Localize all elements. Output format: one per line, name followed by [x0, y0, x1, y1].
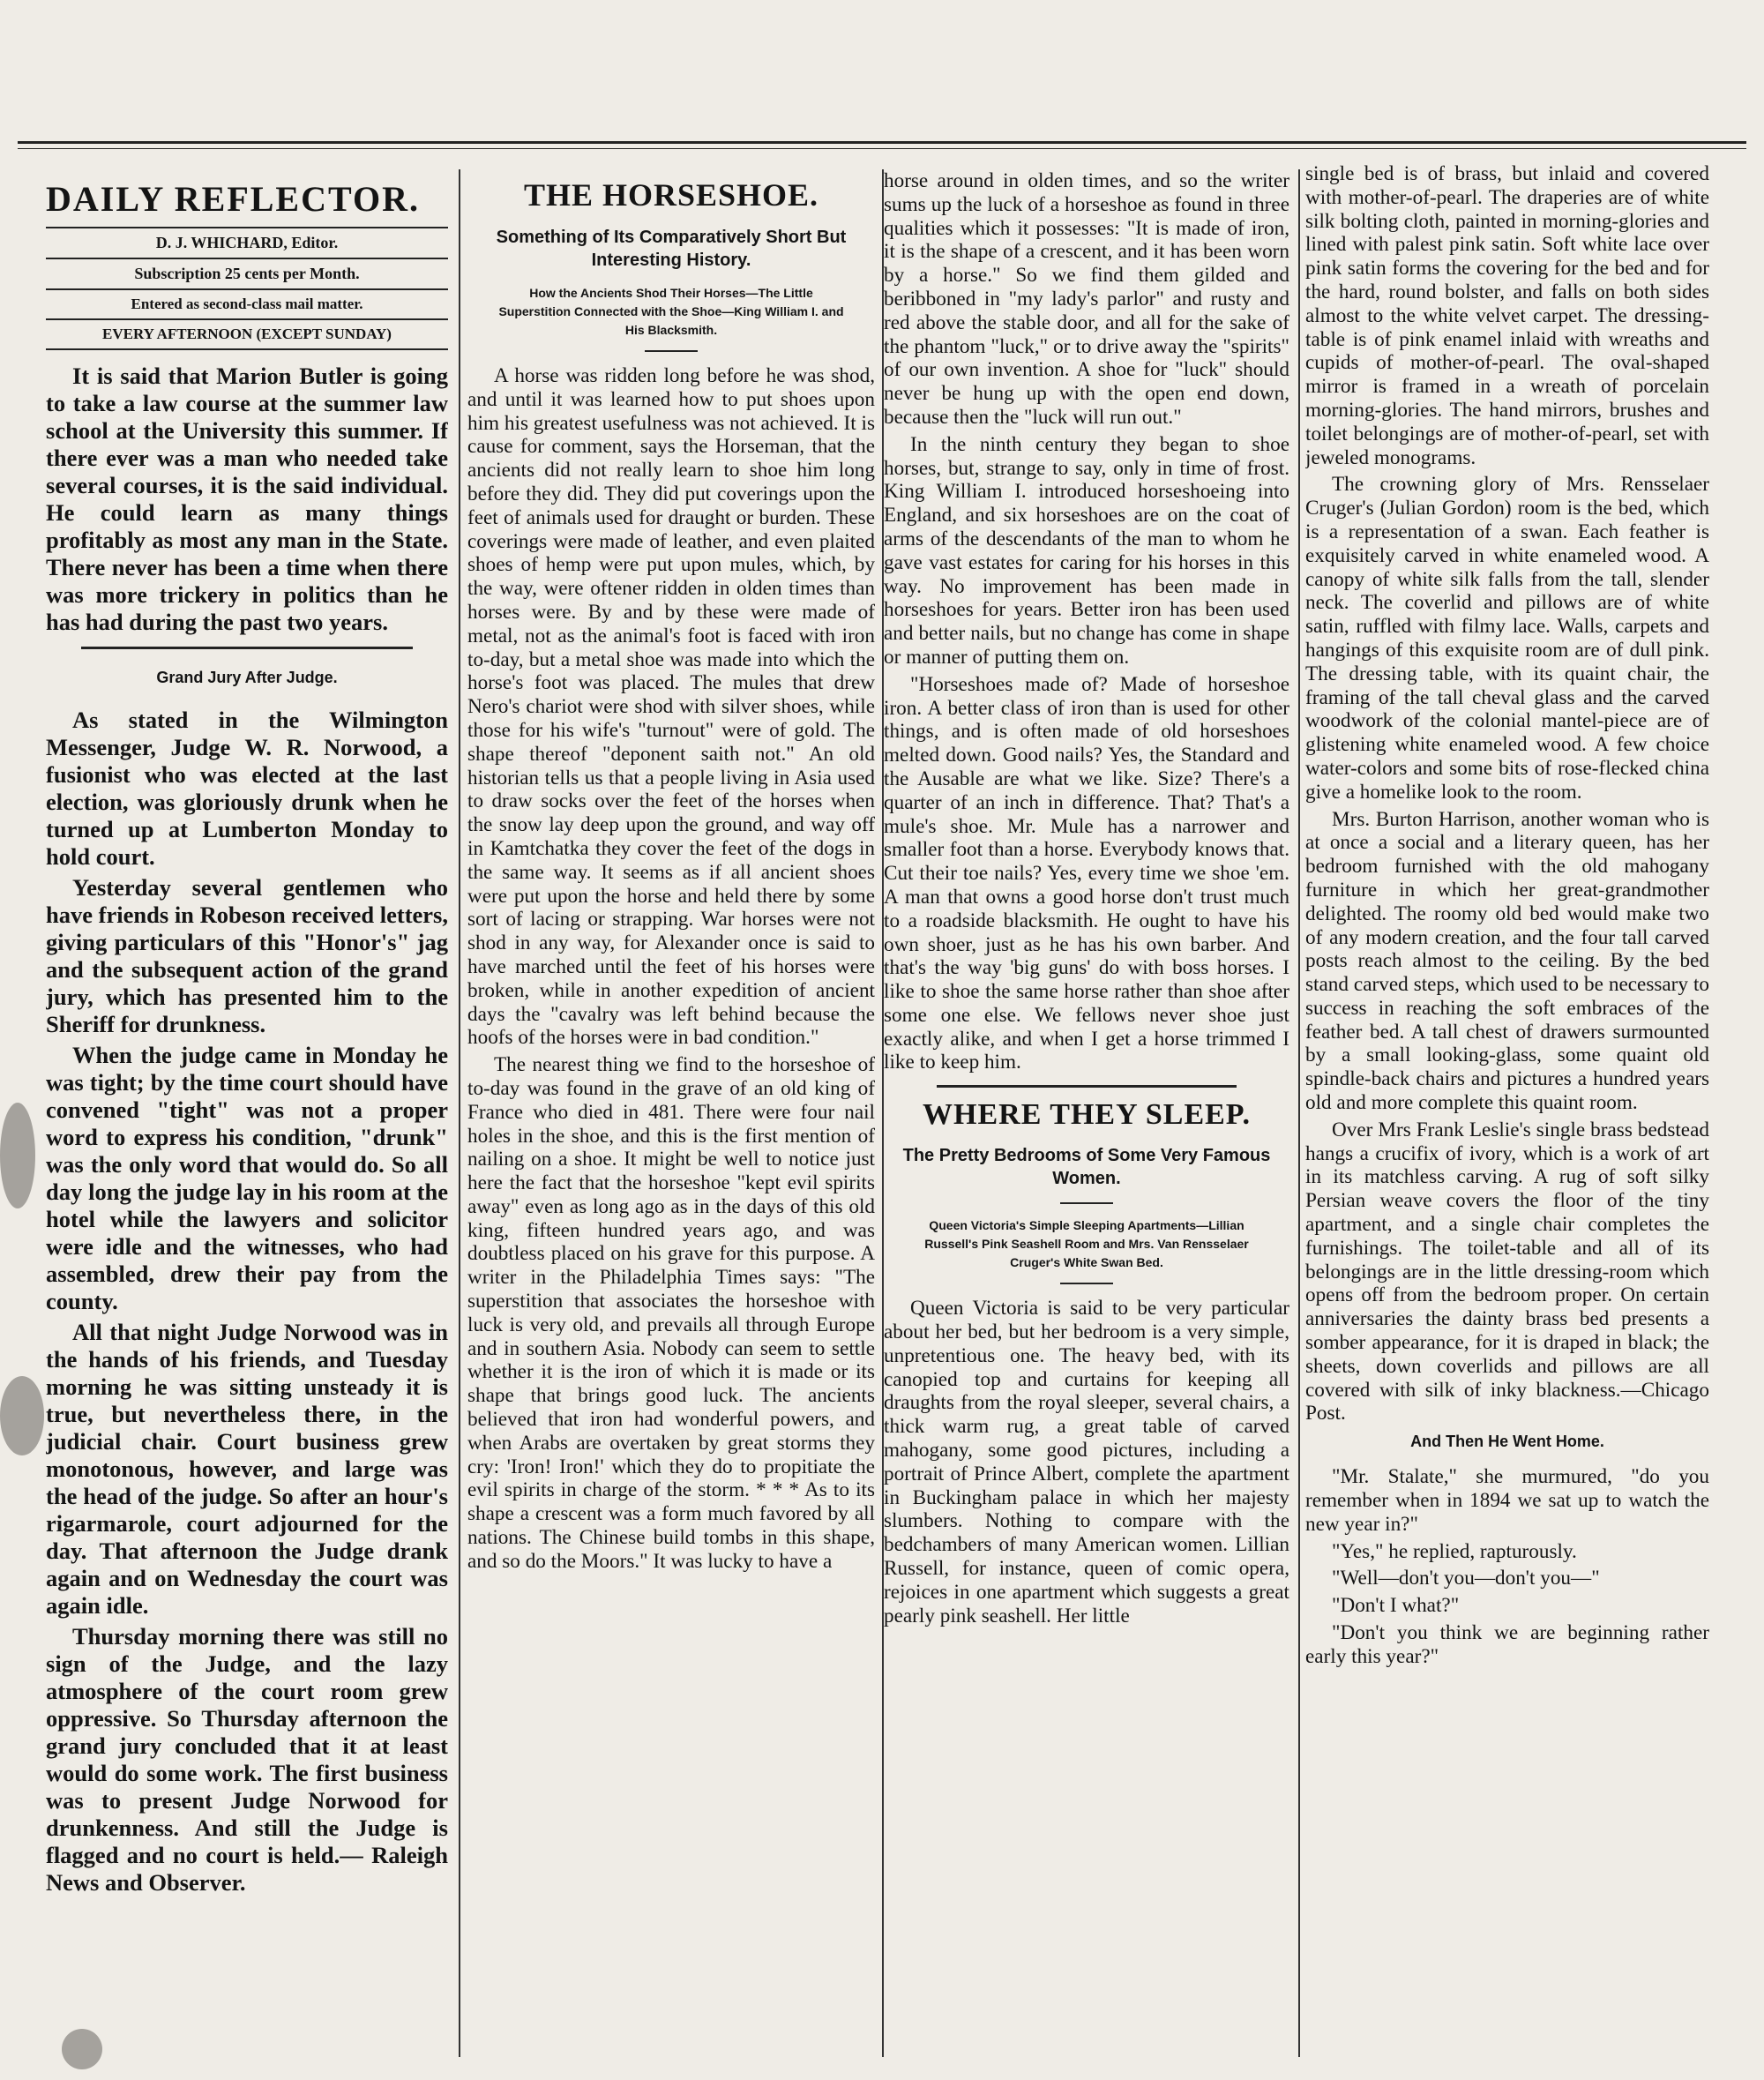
- horseshoe-subtitle: Something of Its Comparatively Short But Interesting History.: [496, 228, 847, 270]
- column-1: [46, 169, 448, 2066]
- where-they-sleep-title: WHERE THEY SLEEP.: [923, 1098, 1251, 1132]
- masthead-entered: Entered as second-class mail matter.: [46, 288, 448, 318]
- dialog-line: "Well—don't you—don't you—": [1332, 1567, 1600, 1590]
- article-paragraph: single bed is of brass, but inlaid and covered with mother-of-pearl. The draperies are of white silk bolting cloth, painted in morning-glories and lined with palest pink satin. Soft white lace over pink satin forms the covering for the bed and for the hard, round bolster, and falls on both sides almost to the white velvet carpet. The dressing-table is of pink enamel inlaid with wreaths and cupids of mother-of-pearl. The oval-shaped mirror is framed in a wreath of porcelain morning-glories. The hand mirrors, brushes and toilet belongings are of mother-of-pearl, set with jeweled monograms.: [1305, 162, 1709, 469]
- grand-jury-heading: Grand Jury After Judge.: [156, 669, 338, 686]
- top-rule-thin: [18, 148, 1746, 149]
- ink-smudge: [0, 1103, 35, 1208]
- ink-smudge: [0, 1376, 44, 1455]
- column-divider: [459, 169, 460, 2057]
- column-4: [1305, 162, 1709, 2059]
- article-paragraph: As stated in the Wilmington Messenger, Judge W. R. Norwood, a fusionist who was elected at the last election, was gloriously drunk when he turned up at Lumberton Monday to hold court.: [46, 707, 448, 870]
- article-paragraph: Thursday morning there was still no sign of the Judge, and the lazy atmosphere of the court room grew oppressive. So Thursday afternoon the grand jury concluded that it at least would do some work. The first business was to present Judge Norwood for drunkenness. And still the Judge is flagged and no court is held.— Raleigh News and Observer.: [46, 1623, 448, 1896]
- dialog-line: "Yes," he replied, rapturously.: [1332, 1539, 1577, 1563]
- masthead-editor: D. J. WHICHARD, Editor.: [46, 227, 448, 258]
- article-paragraph: A horse was ridden long before he was shod, and until it was learned how to put shoes upon him his greatest usefulness was not achieved. It is cause for comment, says the Horseman, that the ancients did not really learn to shoe him long before they did. They did put coverings upon the feet of animals used for draught or burden. These coverings were made of leather, and even plaited shoes of hemp were put upon mules, which, by the way, were oftener ridden in olden times than horses were. By and by these were made of metal, not as the animal's foot is faced with iron to-day, but a metal shoe was made into which the horse's foot was placed. The mules that drew Nero's chariot were shod with silver shoes, while those for his wife's "turnout" were of gold. The shape thereof "deponent saith not." An old historian tells us that a people living in Asia used to draw socks over the feet of the horses when the snow lay deep upon the ground, and way off in Kamtchatka they cover the feet of the dogs in the same way. It seems as if all ancient shoes were put upon the horse and held there by some sort of lacing or strapping. War horses were not shod in any way, for Alexander once is said to have marched until the feet of his horses were broken, while in another expedition of ancient days the "cavalry was left behind because the hoofs of the horses were in bad condition.": [467, 364, 875, 1050]
- article-paragraph: The crowning glory of Mrs. Rensselaer Cruger's (Julian Gordon) room is the bed, which is a representation of a swan. Each feather is exquisitely carved in white enameled wood. A canopy of white silk falls from the tall, slender neck. The coverlid and pillows are of white satin, ruffled with filmy lace. Walls, carpets and hangings of this exquisite room are of dull pink. The dressing table, with its quaint chair, the framing of the tall cheval glass and the carved woodwork of the colonial mantel-piece are of glistening white enameled wood. A few choice water-colors and some bits of rose-flecked china give a homelike look to the room.: [1305, 473, 1709, 804]
- article-paragraph: Queen Victoria is said to be very particular about her bed, but her bedroom is a very simple, unpretentious one. The heavy bed, with its canopied top and curtains for keeping all draughts from the royal sleeper, several chairs, a thick warm rug, a great table of carved mahogany, some good pictures, including a portrait of Prince Albert, complete the apartment in Buckingham palace in which her majesty slumbers. Nothing to compare with the bedchambers of many American women. Lillian Russell, for instance, queen of comic opera, rejoices in one apartment which suggests a great pearly pink seashell. Her little: [884, 1297, 1289, 1627]
- top-rule: [18, 141, 1746, 144]
- dialog-line: "Don't I what?": [1332, 1594, 1460, 1618]
- where-they-sleep-deck: Queen Victoria's Simple Sleeping Apartments—Lillian Russell's Pink Seashell Room and Mrs. Van Rensselaer Cruger's White Swan Bed.: [924, 1218, 1249, 1270]
- article-paragraph: Mrs. Burton Harrison, another woman who is at once a social and a literary queen, has her bedroom furnished with the old mahogany furniture in which her great-grandmother delighted. The roomy old bed would make two of any modern creation, and the four tall carved posts reach almost to the ceiling. By the bed stand carved steps, which used to be necessary to success in reaching the soft embraces of the feather bed. A tall chest of drawers surmounted by a small looking-glass, some quaint old spindle-back chairs and pictures a hundred years old and more complete this quaint room.: [1305, 807, 1709, 1115]
- section-rule: [937, 1085, 1237, 1088]
- masthead-subscription: Subscription 25 cents per Month.: [46, 258, 448, 288]
- article-paragraph: All that night Judge Norwood was in the hands of his friends, and Tuesday morning he was sitting unsteady it is true, but nevertheless there, in the judicial chair. Court business grew monotonous, however, and large was the head of the judge. So after an hour's rigarmarole, court adjourned for the day. That afternoon the Judge drank again and on Wednesday the court was again idle.: [46, 1319, 448, 1619]
- column-2: [467, 169, 875, 2066]
- masthead-schedule: EVERY AFTERNOON (EXCEPT SUNDAY): [46, 318, 448, 350]
- article-paragraph: horse around in olden times, and so the writer sums up the luck of a horseshoe as found in three qualities which it possesses: "It is made of iron, it is the shape of a crescent, and it has been worn by a horse." So we find them gilded and beribboned in "my lady's parlor" and rusty and red above the stable door, and all for the sake of the phantom "luck," or to drive away the "spirits" of our own invention. A shoe for "luck" should never be hung up with the open end down, because then the "luck will run out.": [884, 169, 1289, 429]
- article-paragraph: "Horseshoes made of? Made of horseshoe iron. A better class of iron than is used for other things, and is often made of old horseshoes melted down. Good nails? Yes, the Standard and the Ausable are what we like. Size? There's a quarter of an inch in difference. That? That's a mule's shoe. Mr. Mule has a narrower and smaller foot than a horse. Everybody knows that. Cut their toe nails? Yes, every time we shoe 'em. A man that owns a good horse don't trust much to a roadside blacksmith. He ought to have his own shoer, just as he has his own barber. And that's the way 'big guns' do with boss horses. I like to shoe the same horse rather than shoe after some one else. We fellows never shoe just exactly alike, and when I get a horse trimmed I like to keep him.: [884, 672, 1289, 1074]
- went-home-heading: And Then He Went Home.: [1410, 1433, 1604, 1451]
- dialog-line: "Don't you think we are beginning rather early this year?": [1305, 1621, 1709, 1668]
- masthead-title: DAILY REFLECTOR.: [46, 179, 420, 219]
- lead-paragraph: It is said that Marion Butler is going to take a law course at the summer law school at the University this summer. If there ever was a man who needed take several courses, it is the said individual. He could learn as many things profitably as most any man in the State. There never has been a time when there was more trickery in politics than he has had during the past two years.: [46, 363, 448, 635]
- ink-smudge: [62, 2029, 102, 2069]
- short-rule: [1060, 1202, 1113, 1204]
- section-rule: [81, 647, 413, 649]
- column-3: [884, 169, 1289, 2066]
- article-paragraph: The nearest thing we find to the horseshoe of to-day was found in the grave of an old king of France who died in 481. There were four nail holes in the shoe, and this is the first mention of nailing on a shoe. It might be well to notice just here the fact that the horseshoe "kept evil spirits away" even as long ago as in the days of this old king, fifteen hundred years ago, and was doubtless placed on his grave for this purpose. A writer in the Philadelphia Times says: "The superstition that associates the horseshoe with luck is very old, and prevails all through Europe and in southern Asia. Nobody can seem to settle whether it is the iron of which it is made or its shape that brings good luck. The ancients believed that iron had wonderful powers, and when Arabs are overtaken by great storms they cry: 'Iron! Iron!' which they do to propitiate the evil spirits in charge of the storm. * * * As to its shape a crescent was a form much favored by all nations. The Chinese build tombs in this shape, and so do the Moors." It was lucky to have a: [467, 1053, 875, 1573]
- short-rule: [645, 350, 698, 352]
- short-rule: [1060, 1283, 1113, 1284]
- article-paragraph: When the judge came in Monday he was tight; by the time court should have convened "tight" was not a proper word to express his condition, "drunk" was the only word that would do. So all day long the judge lay in his room at the hotel while the lawyers and solicitor were idle and the witnesses, who had assembled, drew their pay from the county.: [46, 1042, 448, 1314]
- article-paragraph: Over Mrs Frank Leslie's single brass bedstead hangs a crucifix of ivory, which is a work of art in its matchless carving. A rug of soft silky Persian weave covers the floor of the tiny apartment, and a single chair completes the furnishings. The toilet-table and all of its belongings are in the little dressing-room which opens off from the bedroom proper. On certain anniversaries the dainty brass bed presents a somber appearance, for it is draped in black; the sheets, down coverlids and pillows are all covered with silk of inky blackness.—Chicago Post.: [1305, 1118, 1709, 1425]
- article-paragraph: Yesterday several gentlemen who have friends in Robeson received letters, giving particulars of this "Honor's" jag and the subsequent action of the grand jury, which has presented him to the Sheriff for drunkness.: [46, 874, 448, 1037]
- article-paragraph: In the ninth century they began to shoe horses, but, strange to say, only in time of frost. King William I. introduced horseshoeing into England, and six horseshoes are on the coat of arms of the descendants of the man to whom he gave vast estates for caring for his horses in this way. No improvement has been made in horseshoes for years. Better iron has been used and better nails, but no change has come in shape or manner of putting them on.: [884, 432, 1289, 669]
- dialog-line: "Mr. Stalate," she murmured, "do you remember when in 1894 we sat up to watch the new year in?": [1305, 1465, 1709, 1536]
- where-they-sleep-subtitle: The Pretty Bedrooms of Some Very Famous Women.: [902, 1146, 1271, 1189]
- horseshoe-title: THE HORSESHOE.: [523, 177, 819, 213]
- column-divider: [1298, 169, 1300, 2057]
- horseshoe-deck: How the Ancients Shod Their Horses—The Little Superstition Connected with the Shoe—King William I. and His Blacksmith.: [498, 286, 844, 337]
